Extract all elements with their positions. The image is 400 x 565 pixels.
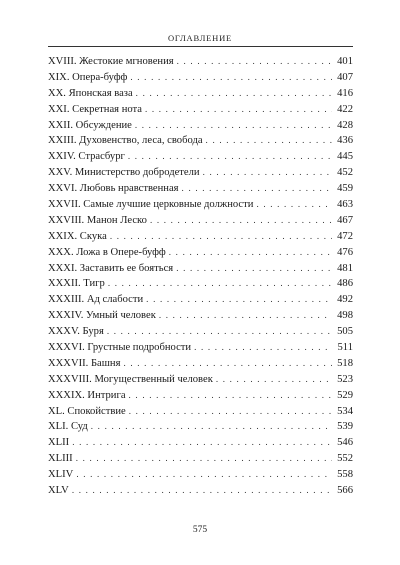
header-rule [48,46,353,47]
dot-leader [256,197,332,213]
dot-leader [150,213,332,229]
toc-entry-title: XLII [48,437,70,449]
dot-leader [216,372,332,388]
toc-entry-title: XXXIX. Интрига [48,389,126,401]
toc-entry [48,133,353,149]
toc-entry [48,276,353,292]
toc-entry-title: XXXIII. Ад слабости [48,294,144,306]
toc-entry [48,149,353,165]
dot-leader [129,388,332,404]
toc-entry-page: 436 [337,135,353,147]
toc-entry-page: 445 [337,151,353,163]
toc-entry [48,261,353,277]
dot-leader [129,404,332,420]
dot-leader [72,483,332,499]
table-of-contents [48,54,353,499]
dot-leader [146,292,332,308]
toc-entry-title: XLI. Суд [48,421,88,433]
dot-leader [169,245,332,261]
toc-entry [48,181,353,197]
toc-entry-page: 558 [337,469,353,481]
toc-entry-title: XXIV. Страсбург [48,151,125,163]
dot-leader [76,467,332,483]
dot-leader [182,181,332,197]
toc-entry [48,70,353,86]
toc-entry-title: XXIII. Духовенство, леса, свобода [48,135,203,147]
dot-leader [108,276,332,292]
toc-entry-page: 422 [337,103,353,115]
toc-entry [48,356,353,372]
toc-entry-title: XXV. Министерство добродетели [48,167,200,179]
toc-entry-title: XIX. Опера-буфф [48,71,128,83]
dot-leader [128,149,332,165]
toc-entry-title: XL. Спокойствие [48,405,126,417]
toc-entry-page: 428 [337,119,353,131]
toc-entry [48,102,353,118]
toc-entry-page: 467 [337,214,353,226]
toc-entry-title: XXXIV. Умный человек [48,310,156,322]
toc-entry-page: 486 [337,278,353,290]
toc-entry [48,483,353,499]
toc-entry [48,308,353,324]
dot-leader [91,419,332,435]
toc-entry-page: 452 [337,167,353,179]
toc-entry [48,86,353,102]
toc-entry-title: XXX. Ложа в Опере-буфф [48,246,166,258]
dot-leader [110,229,332,245]
toc-entry-title: XXXVII. Башня [48,357,121,369]
dot-leader [72,435,332,451]
dot-leader [176,261,332,277]
toc-entry [48,292,353,308]
toc-entry-page: 552 [337,453,353,465]
toc-entry-page: 498 [337,310,353,322]
toc-entry-page: 539 [337,421,353,433]
toc-entry [48,340,353,356]
toc-entry-page: 492 [337,294,353,306]
toc-entry [48,435,353,451]
dot-leader [130,70,332,86]
toc-entry-page: 511 [337,342,353,354]
toc-entry [48,229,353,245]
toc-entry-page: 401 [337,56,353,67]
dot-leader [145,102,332,118]
toc-entry-title: XXXVIII. Могущественный человек [48,373,213,385]
toc-entry-title: XXXVI. Грустные подробности [48,342,192,354]
toc-entry-page: 546 [337,437,353,449]
toc-entry-page: 566 [337,485,353,497]
toc-entry [48,165,353,181]
toc-entry-page: 523 [337,373,353,385]
toc-entry-title: XLIII [48,453,73,465]
toc-entry-title: XLIV [48,469,74,481]
toc-entry-page: 459 [337,183,353,195]
toc-entry [48,54,353,70]
toc-entry-title: XXIX. Скука [48,230,107,242]
toc-entry-title: XXXII. Тигр [48,278,105,290]
dot-leader [159,308,332,324]
dot-leader [194,340,332,356]
toc-entry [48,118,353,134]
toc-entry-title: XVIII. Жестокие мгновения [48,56,174,67]
toc-entry [48,372,353,388]
toc-entry-title: XXI. Секретная нота [48,103,142,115]
dot-leader [203,165,332,181]
toc-entry-page: 472 [337,230,353,242]
toc-entry-page: 505 [337,326,353,338]
toc-entry-title: XXVI. Любовь нравственная [48,183,179,195]
dot-leader [123,356,332,372]
dot-leader [135,118,332,134]
toc-entry [48,388,353,404]
toc-entry-page: 476 [337,246,353,258]
toc-entry-title: XX. Японская ваза [48,87,133,99]
dot-leader [206,133,332,149]
toc-entry-title: XLV [48,485,69,497]
toc-entry [48,324,353,340]
dot-leader [177,54,332,70]
toc-entry [48,404,353,420]
toc-entry-page: 407 [337,71,353,83]
dot-leader [76,451,332,467]
toc-entry-title: XXVII. Самые лучшие церковные должности [48,199,254,211]
toc-entry-page: 534 [337,405,353,417]
dot-leader [136,86,332,102]
toc-entry-page: 463 [337,199,353,211]
toc-entry [48,467,353,483]
toc-entry-title: XXII. Обсуждение [48,119,132,131]
toc-entry-page: 481 [337,262,353,274]
toc-entry-title: XXXV. Буря [48,326,104,338]
toc-entry [48,245,353,261]
toc-entry-page: 416 [337,87,353,99]
toc-entry [48,197,353,213]
toc-entry-title: XXXI. Заставить ее бояться [48,262,174,274]
toc-entry-page: 518 [337,357,353,369]
toc-entry-title: XXVIII. Манон Леско [48,214,147,226]
toc-entry [48,419,353,435]
toc-entry-page: 529 [337,389,353,401]
toc-entry [48,451,353,467]
page-number: 575 [192,525,208,535]
running-header: ОГЛАВЛЕНИЕ [167,33,233,43]
dot-leader [107,324,332,340]
toc-entry [48,213,353,229]
